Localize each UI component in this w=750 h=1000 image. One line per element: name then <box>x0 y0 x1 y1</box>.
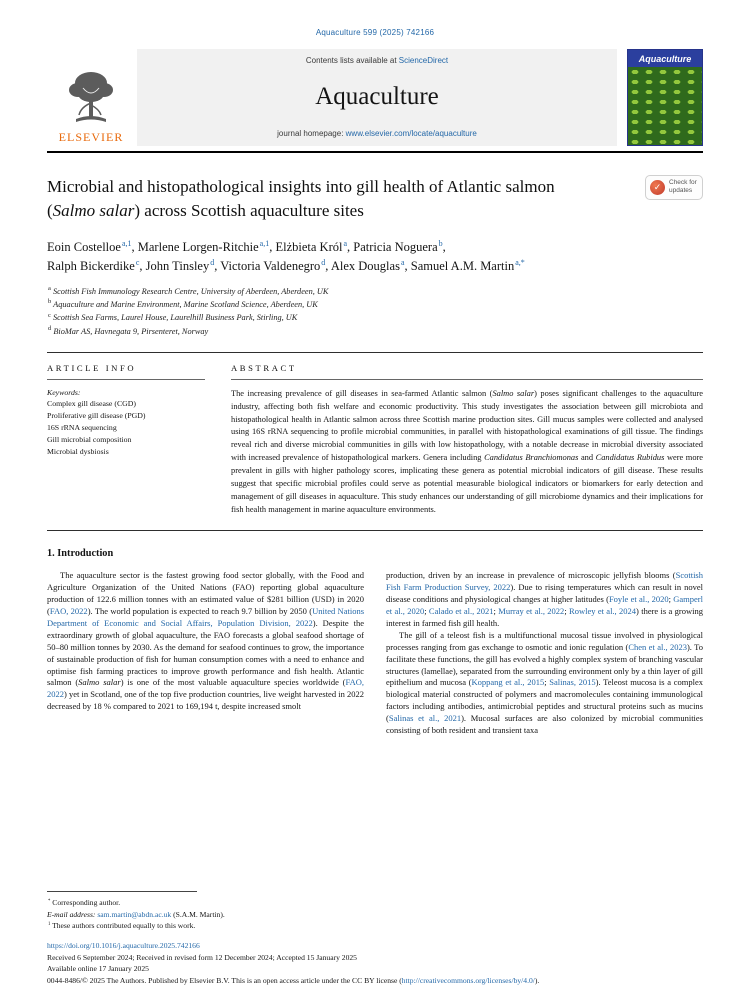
cover-pattern <box>628 67 702 145</box>
affiliation: $^c$ Scottish Sea Farms, Laurel House, Laurelhill Business Park, Stirling, UK <box>48 311 298 323</box>
authors-line: Ralph Bickerdike$^c$, John Tinsley$^d$, Victoria Valdenegro$^d$, Alex Douglas$^a$, Samuel A.M. Martin$^{a,*}$ <box>47 257 525 273</box>
citation-link[interactable]: Rowley et al., 2024 <box>569 606 637 617</box>
journal-cover-thumbnail[interactable] <box>627 49 703 146</box>
keywords-list <box>47 398 205 458</box>
author-affiliation-ref[interactable]: a <box>400 257 405 267</box>
crossmark-icon: ✓ <box>650 180 665 195</box>
affiliation-marker: b <box>48 298 52 306</box>
copyright-license: 0044-8486/© 2025 The Authors. Published by Elsevier B.V. This is an open access article under the CC BY license (http://creativecommons.org/licenses/by/4.0/). <box>47 975 540 985</box>
citation-link[interactable]: Foyle et al., 2020 <box>608 594 669 605</box>
elsevier-tree-icon <box>63 68 119 128</box>
author-affiliation-ref[interactable]: a,1 <box>121 239 132 249</box>
citation-link[interactable]: Salinas et al., 2021 <box>388 713 462 724</box>
citation-link[interactable]: Koppang et al., 2015 <box>471 677 545 688</box>
journal-banner <box>137 49 617 146</box>
footnote-corresponding: * Corresponding author. <box>48 898 121 908</box>
journal-title: Aquaculture <box>315 83 439 110</box>
affiliation: $^a$ Scottish Fish Immunology Research Centre, University of Aberdeen, Aberdeen, UK <box>48 284 329 296</box>
affiliation-marker: c <box>48 311 51 319</box>
keyword-item: 16S rRNA sequencing <box>47 422 117 432</box>
citation-link[interactable]: Salinas, 2015 <box>549 677 596 688</box>
citation-link[interactable]: FAO, 2022 <box>49 606 88 617</box>
intro-column-left <box>47 570 364 736</box>
keyword-item: Proliferative gill disease (PGD) <box>47 410 146 420</box>
cover-title: Aquaculture <box>628 50 702 67</box>
author-affiliation-ref[interactable]: d <box>210 257 215 267</box>
affiliation: $^d$ BioMar AS, Havnegata 9, Pirsenteret, Norway <box>48 324 209 336</box>
citation-link[interactable]: FAO, 2022 <box>47 677 364 700</box>
affiliation: $^b$ Aquaculture and Marine Environment, Marine Scotland Science, Aberdeen, UK <box>48 298 318 310</box>
affiliation-marker: a <box>48 284 51 292</box>
authors-line: Eoin Costelloe$^{a,1}$, Marlene Lorgen-Ritchie$^{a,1}$, Elżbieta Król$^a$, Patricia Noguera$^b$, <box>47 239 446 255</box>
footnote-marker: * <box>48 898 51 904</box>
author-name: John Tinsley <box>145 259 210 273</box>
author-name: Elżbieta Król <box>275 240 343 255</box>
citation-link[interactable]: Scottish Fish Farm Production Survey, 2022 <box>386 570 703 593</box>
footnote-marker: 1 <box>48 921 51 927</box>
author-affiliation-ref[interactable]: c <box>135 257 140 267</box>
keyword-item: Gill microbial composition <box>47 435 132 445</box>
check-updates-badge[interactable] <box>645 175 703 200</box>
intro-paragraph: production, driven by an increase in prevalence of microscopic jellyfish blooms (Scottish Fish Farm Production Survey, 2022). Due to rising temperatures which can result in novel disease conditions and physiological changes at higher latitudes (Foyle et al., 2020; Gamperl et al., 2020; Calado et al., 2021; Murray et al., 2022; Rowley et al., 2024) there is a growing interest in farmed fish gill health. <box>386 570 704 628</box>
keyword-item: Complex gill disease (CGD) <box>47 398 137 408</box>
author-affiliation-ref[interactable]: a <box>343 239 348 249</box>
contents-line-text: Contents lists available at <box>305 56 399 65</box>
email-link[interactable]: sam.martin@abdn.ac.uk <box>97 909 172 919</box>
footnote-divider <box>47 891 197 892</box>
article-title: Microbial and histopathological insights into gill health of Atlantic salmon (Salmo salar) across Scottish aquaculture sites <box>47 177 555 221</box>
affiliation-marker: d <box>48 324 52 332</box>
journal-citation-link[interactable]: Aquaculture 599 (2025) 742166 <box>315 28 435 37</box>
intro-column-right <box>386 570 703 736</box>
author-name: Marlene Lorgen-Ritchie <box>137 240 259 255</box>
keywords-label: Keywords: <box>47 387 81 397</box>
intro-paragraph: The gill of a teleost fish is a multifunctional mucosal tissue involved in physiological processes ranging from gas exchange to osmotic and ionic regulation (Chen et al., 2023). To facilitate these functions, the gill has evolved a highly complex system of branching vascular structures (lamellae), separated from the surrounding environment only by a thin layer of gill epithelium and mucosa (Koppang et al., 2015; Salinas, 2015). Teleost mucosa is a complex biological material constructed of polymers and macromolecules containing immunological factors including antibodies, antimicrobial peptides and structural proteins such as mucins (Salinas et al., 2021). Mucosal surfaces are also colonized by microbial communities consisting of both resident and transient taxa <box>386 629 704 735</box>
elsevier-logo[interactable] <box>47 49 135 146</box>
citation-link[interactable]: Chen et al., 2023 <box>628 641 687 652</box>
sciencedirect-link[interactable]: ScienceDirect <box>398 56 449 65</box>
contents-line <box>145 56 609 65</box>
citation-link[interactable]: Murray et al., 2022 <box>498 606 565 617</box>
divider <box>47 530 703 531</box>
footnote-email: E-mail address: sam.martin@abdn.ac.uk (S.A.M. Martin). <box>47 909 225 919</box>
author-affiliation-ref[interactable]: b <box>438 239 443 249</box>
doi-link[interactable]: https://doi.org/10.1016/j.aquaculture.2025.742166 <box>47 941 200 951</box>
section-heading-introduction: 1. Introduction <box>47 548 114 560</box>
citation-link[interactable]: Gamperl et al., 2020 <box>386 594 703 617</box>
abstract-heading: ABSTRACT <box>231 363 703 380</box>
keyword-item: Microbial dysbiosis <box>47 447 109 457</box>
received-dates: Received 6 September 2024; Received in revised form 12 December 2024; Accepted 15 January 2025 <box>47 952 357 962</box>
author-name: Alex Douglas <box>330 259 400 273</box>
author-name: Patricia Noguera <box>353 240 438 255</box>
header-divider <box>47 151 703 153</box>
author-name: Ralph Bickerdike <box>47 259 135 273</box>
available-online: Available online 17 January 2025 <box>47 964 149 974</box>
abstract-text: The increasing prevalence of gill diseases in sea-farmed Atlantic salmon (Salmo salar) poses significant challenges to the aquaculture industry, affecting both fish welfare and economic productivity. This study investigates the association between gill microbiota and histopathological health in Atlantic salmon across three Scottish marine production sites. Gill mucus samples were collected and analysed using 16S rRNA sequencing to profile microbial communities, in parallel with histopathological examinations of gill tissue. The findings reveal rich and diverse microbial communities in gills with low histopathology, with a notable decrease in microbial diversity associated with increased prevalence of histopathological markers. Genera including Candidatus Branchiomonas and Candidatus Rubidus were more prevalent in gills with higher pathology scores, implicating these genera as potential microbial indicators of gill disease. These results suggest that specific microbial profiles could serve as potential measurable biological indicators or biomarkers for early detection and management of gill diseases in aquaculture. This study enhances our understanding of gill microbiome dynamics and their implications for fish health management in marine aquaculture environments. <box>231 388 704 514</box>
journal-homepage-link[interactable]: www.elsevier.com/locate/aquaculture <box>345 129 477 138</box>
author-name: Samuel A.M. Martin <box>410 259 515 273</box>
journal-header <box>47 49 703 146</box>
license-link[interactable]: http://creativecommons.org/licenses/by/4.0/ <box>401 975 535 985</box>
article-info-heading: ARTICLE INFO <box>47 363 205 380</box>
author-list <box>47 238 703 276</box>
homepage-line-text: journal homepage: <box>277 129 346 138</box>
author-affiliation-ref[interactable]: a,* <box>515 257 525 267</box>
page-footer <box>47 891 703 986</box>
intro-paragraph: The aquaculture sector is the fastest growing food sector globally, with the Food and Agriculture Organization of the United Nations (FAO) reporting global aquaculture production of 122.6 million tonnes with an estimated value of $281 billion (USD) in 2020 (FAO, 2022). The world population is expected to reach 9.7 billion by 2050 (United Nations Department of Economic and Social Affairs, Population Division, 2022). Despite the extraordinary growth of global aquaculture, the FAO forecasts a global seafood shortage of 50–80 million tonnes by 2030. As the demand for seafood continues to grow, the importance of sustainable production of fish for human consumption comes with a need to enhance and optimise fish farming practices to improve growth performance and fish health. Atlantic salmon (Salmo salar) is one of the most valuable aquaculture species worldwide (FAO, 2022) yet in Scotland, one of the top five production countries, live weight harvested in 2022 decreased by 18 % compared to 2021 to 169,194 t, despite increased smolt <box>47 570 364 712</box>
author-affiliation-ref[interactable]: a,1 <box>259 239 270 249</box>
badge-label: Check for updates <box>669 179 697 195</box>
citation-link[interactable]: United Nations Department of Economic and Social Affairs, Population Division, 2022 <box>47 606 364 628</box>
citation-link[interactable]: Calado et al., 2021 <box>428 606 494 617</box>
author-name: Eoin Costelloe <box>47 240 121 255</box>
elsevier-wordmark: ELSEVIER <box>58 130 124 144</box>
affiliations-list <box>47 285 703 338</box>
author-name: Victoria Valdenegro <box>220 259 321 273</box>
homepage-line <box>145 129 609 138</box>
footnote-equal-contribution: $^1$ These authors contributed equally to this work. <box>48 921 196 931</box>
author-affiliation-ref[interactable]: d <box>321 257 326 267</box>
